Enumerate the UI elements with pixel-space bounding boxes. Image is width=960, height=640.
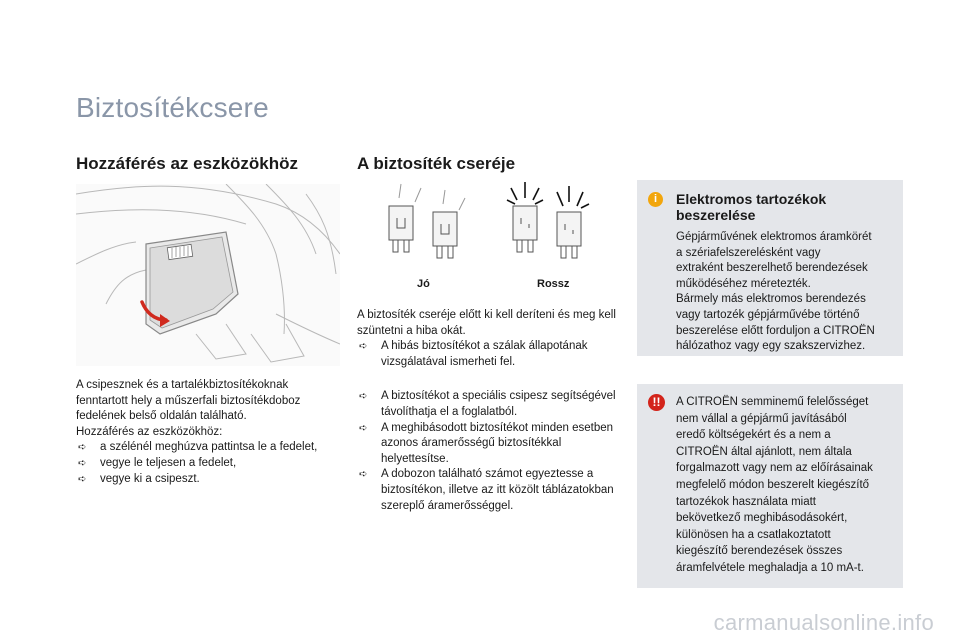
access-intro: Hozzáférés az eszközökhöz: <box>76 425 223 438</box>
arrow-bullet-icon: ➪ <box>359 422 368 434</box>
list-item: ➪ vegye ki a csipeszt. <box>76 472 338 488</box>
arrow-bullet-icon: ➪ <box>359 469 368 481</box>
replacement-steps-a <box>357 339 621 370</box>
access-heading: Hozzáférés az eszközökhöz <box>76 154 299 173</box>
arrow-bullet-icon: ➪ <box>359 341 368 353</box>
arrow-bullet-icon: ➪ <box>78 442 87 454</box>
list-item: ➪ A meghibásodott biztosítékot minden esetben azonos áramerősségű biztosítékkal helyettesítse. <box>359 421 614 465</box>
list-item: ➪ A hibás biztosítékot a szálak állapotának vizsgálatával ismerheti fel. <box>359 340 588 368</box>
info-box-title: Elektromos tartozékok beszerelése <box>676 191 827 223</box>
arrow-bullet-icon: ➪ <box>359 391 368 403</box>
dashboard-illustration <box>76 184 340 366</box>
info-box-text: Gépjárművének elektromos áramkörét a szériafelszerelésként vagy extraként beszerelhető berendezések működéséhez méretezték. Bármely más elektromos berendezés vagy tartozék gépjárművébe történő beszerelése előtt forduljon a CITROËN hálózathoz vagy egy szakszervizhez. <box>676 231 875 353</box>
page-title: Biztosítékcsere <box>76 92 269 123</box>
warning-box-text: A CITROËN semminemű felelősséget nem vállal a gépjármű javításából eredő költségekért és a nem a CITROËN által ajánlott, nem általa forgalmazott vagy nem az előírásainak megfelelő módon beszerelt kiegészítő tartozékok használata miatt bekövetkező meghibásodásokért, különösen ha a csatlakoztatott kiegészítő berendezések összes áramfelvétele meghaladja a 10 mA-t. <box>676 396 873 574</box>
list-item: ➪ vegye le teljesen a fedelet, <box>76 456 338 472</box>
label-bad: Rossz <box>537 278 570 290</box>
replacement-intro: A biztosíték cseréje előtt ki kell deríteni és meg kell szüntetni a hiba okát. <box>357 309 616 337</box>
info-icon: i <box>648 192 663 207</box>
access-text <box>76 378 338 487</box>
arrow-bullet-icon: ➪ <box>78 457 87 469</box>
watermark: carmanualsonline.info <box>713 610 934 635</box>
fuse-illustration <box>357 180 619 300</box>
label-good: Jó <box>417 278 430 290</box>
list-item: ➪ A dobozon található számot egyeztesse a biztosítékon, illetve az itt közölt táblázatokban szereplő áramerősséggel. <box>359 468 614 512</box>
dashboard-fusebox-drawing <box>76 184 340 366</box>
replacement-steps-b <box>357 389 621 514</box>
list-item: ➪ a szélénél meghúzva pattintsa le a fedelet, <box>76 440 338 456</box>
fuse-drawing <box>357 180 619 276</box>
arrow-bullet-icon: ➪ <box>78 473 87 485</box>
replacement-heading: A biztosíték cseréje <box>357 154 516 173</box>
replacement-text <box>357 308 621 514</box>
access-steps <box>76 440 338 487</box>
list-item: ➪ A biztosítékot a speciális csipesz segítségével távolíthatja el a foglalatból. <box>359 390 616 418</box>
warning-icon: !! <box>648 394 665 411</box>
access-paragraph: A csipesznek és a tartalékbiztosítékoknak fenntartott hely a műszerfali biztosítékdoboz fedelének belső oldalán található. <box>76 379 301 423</box>
